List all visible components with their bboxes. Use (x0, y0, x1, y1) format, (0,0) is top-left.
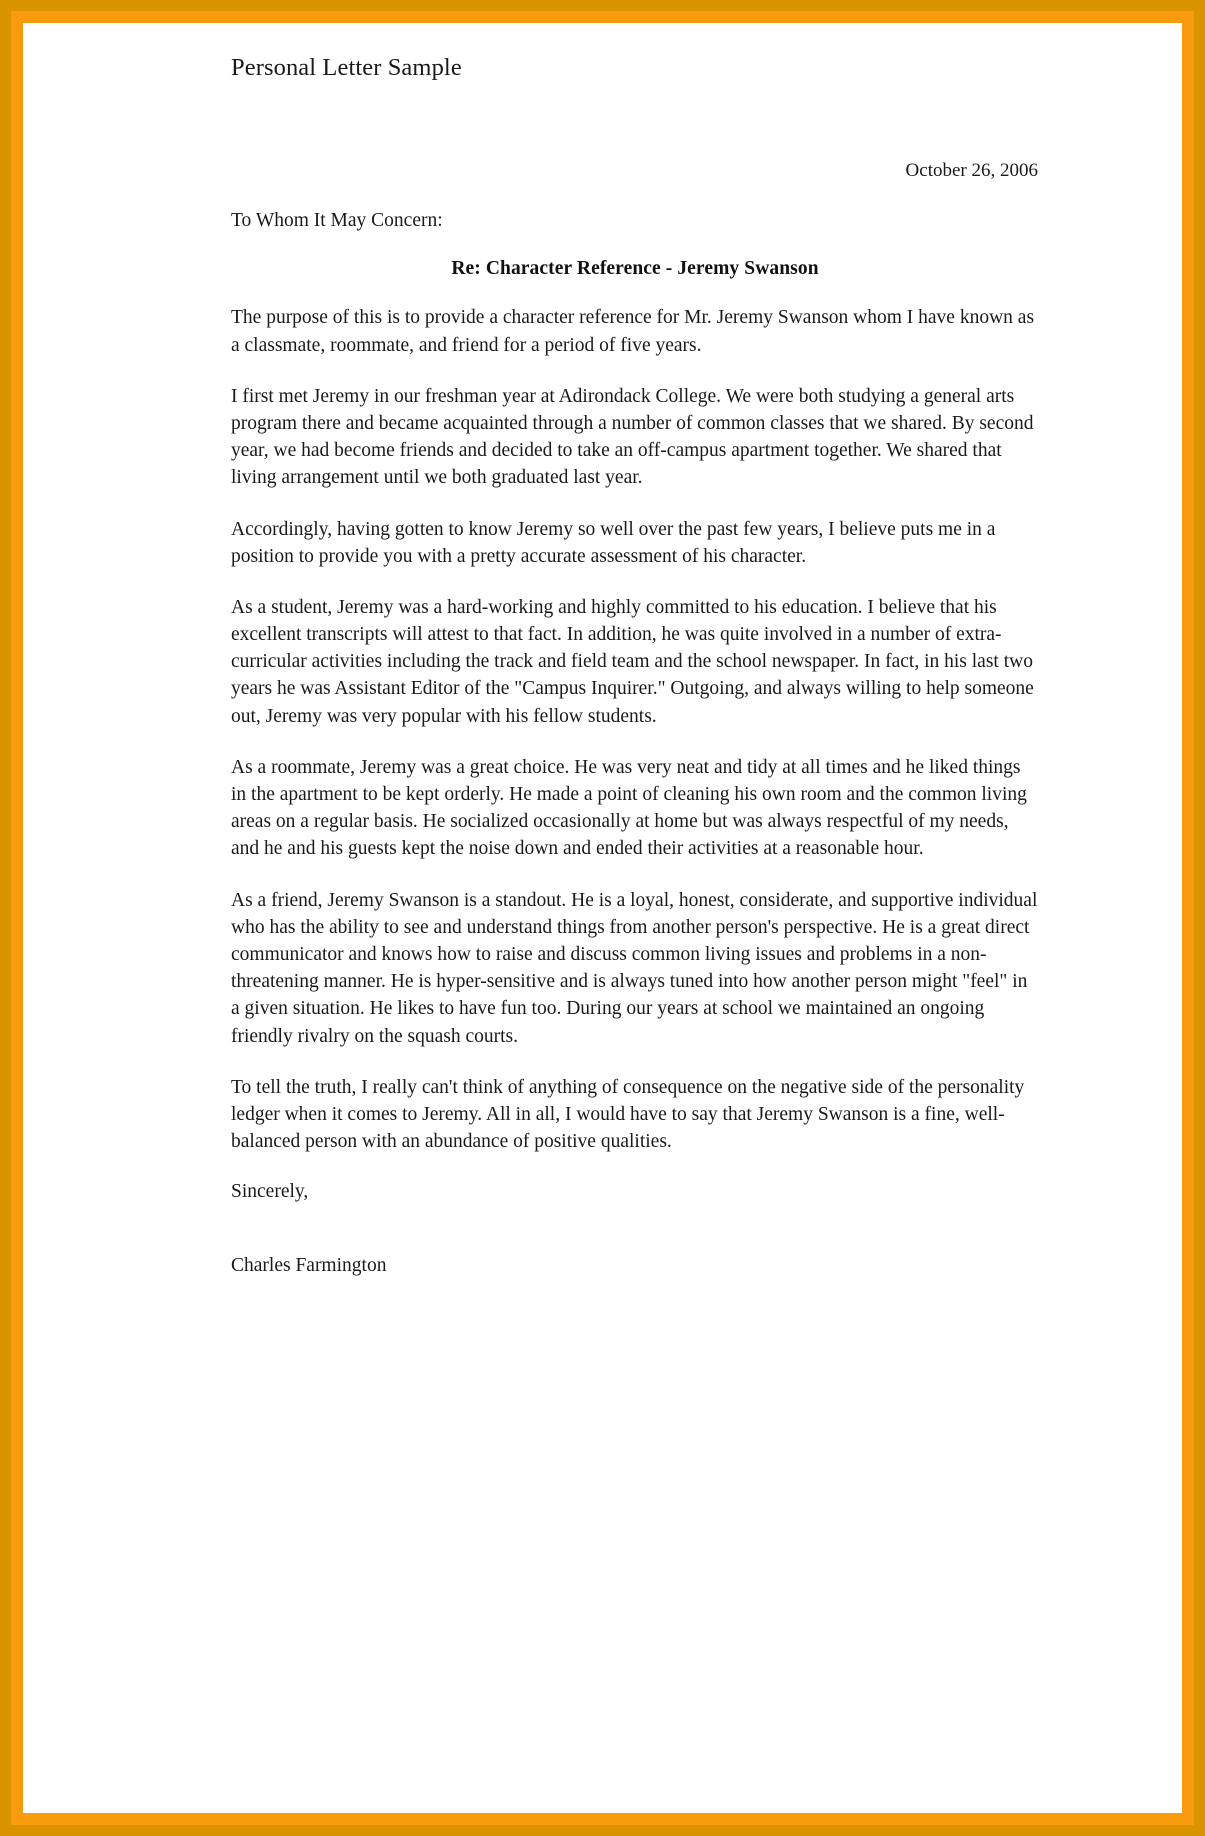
body-paragraph: As a friend, Jeremy Swanson is a standout. He is a loyal, honest, considerate, and supportive individual who has the ability to see and understand things from another person's perspective. He is a great direct communicator and knows how to raise and discuss common living issues and problems in a non-threatening manner. He is hyper-sensitive and is always tuned into how another person might "feel" in a given situation. He likes to have fun too. During our years at school we maintained an ongoing friendly rivalry on the squash courts. (231, 889, 1038, 1047)
letter-date: October 26, 2006 (905, 160, 1038, 182)
letter-page (23, 23, 1182, 1813)
body-paragraph: As a roommate, Jeremy was a great choice. He was very neat and tidy at all times and he liked things in the apartment to be kept orderly. He made a point of cleaning his own room and the common living areas on a regular basis. He socialized occasionally at home but was always respectful of my needs, and he and his guests kept the noise down and ended their activities at a reasonable hour. (231, 756, 1027, 860)
subject-line: Re: Character Reference - Jeremy Swanson (451, 258, 819, 280)
letter-content (231, 53, 1039, 1277)
salutation: To Whom It May Concern: (231, 210, 443, 232)
closing-salutation: Sincerely, (231, 1181, 309, 1203)
body-paragraph: I first met Jeremy in our freshman year at Adirondack College. We were both studying a general arts program there and became acquainted through a number of common classes that we shared. By second year, we had become friends and decided to take an off-campus apartment together. We shared that living arrangement until we both graduated last year. (231, 385, 1034, 489)
page-title: Personal Letter Sample (231, 54, 462, 81)
body-paragraph: To tell the truth, I really can't think of anything of consequence on the negative side of the personality ledger when it comes to Jeremy. All in all, I would have to say that Jeremy Swanson is a fine, well-balanced person with an abundance of positive qualities. (231, 1076, 1025, 1153)
orange-border-inner (11, 11, 1194, 1825)
body-paragraph: Accordingly, having gotten to know Jeremy so well over the past few years, I believe puts me in a position to provide you with a pretty accurate assessment of his character. (231, 518, 996, 567)
body-paragraph: The purpose of this is to provide a character reference for Mr. Jeremy Swanson whom I have known as a classmate, roommate, and friend for a period of five years. (231, 307, 1035, 356)
body-paragraph: As a student, Jeremy was a hard-working and highly committed to his education. I believe that his excellent transcripts will attest to that fact. In addition, he was quite involved in a number of extra-curricular activities including the track and field team and the school newspaper. In fact, in his last two years he was Assistant Editor of the "Campus Inquirer." Outgoing, and always willing to help someone out, Jeremy was very popular with his fellow students. (231, 596, 1034, 727)
signature-name: Charles Farmington (231, 1255, 387, 1277)
